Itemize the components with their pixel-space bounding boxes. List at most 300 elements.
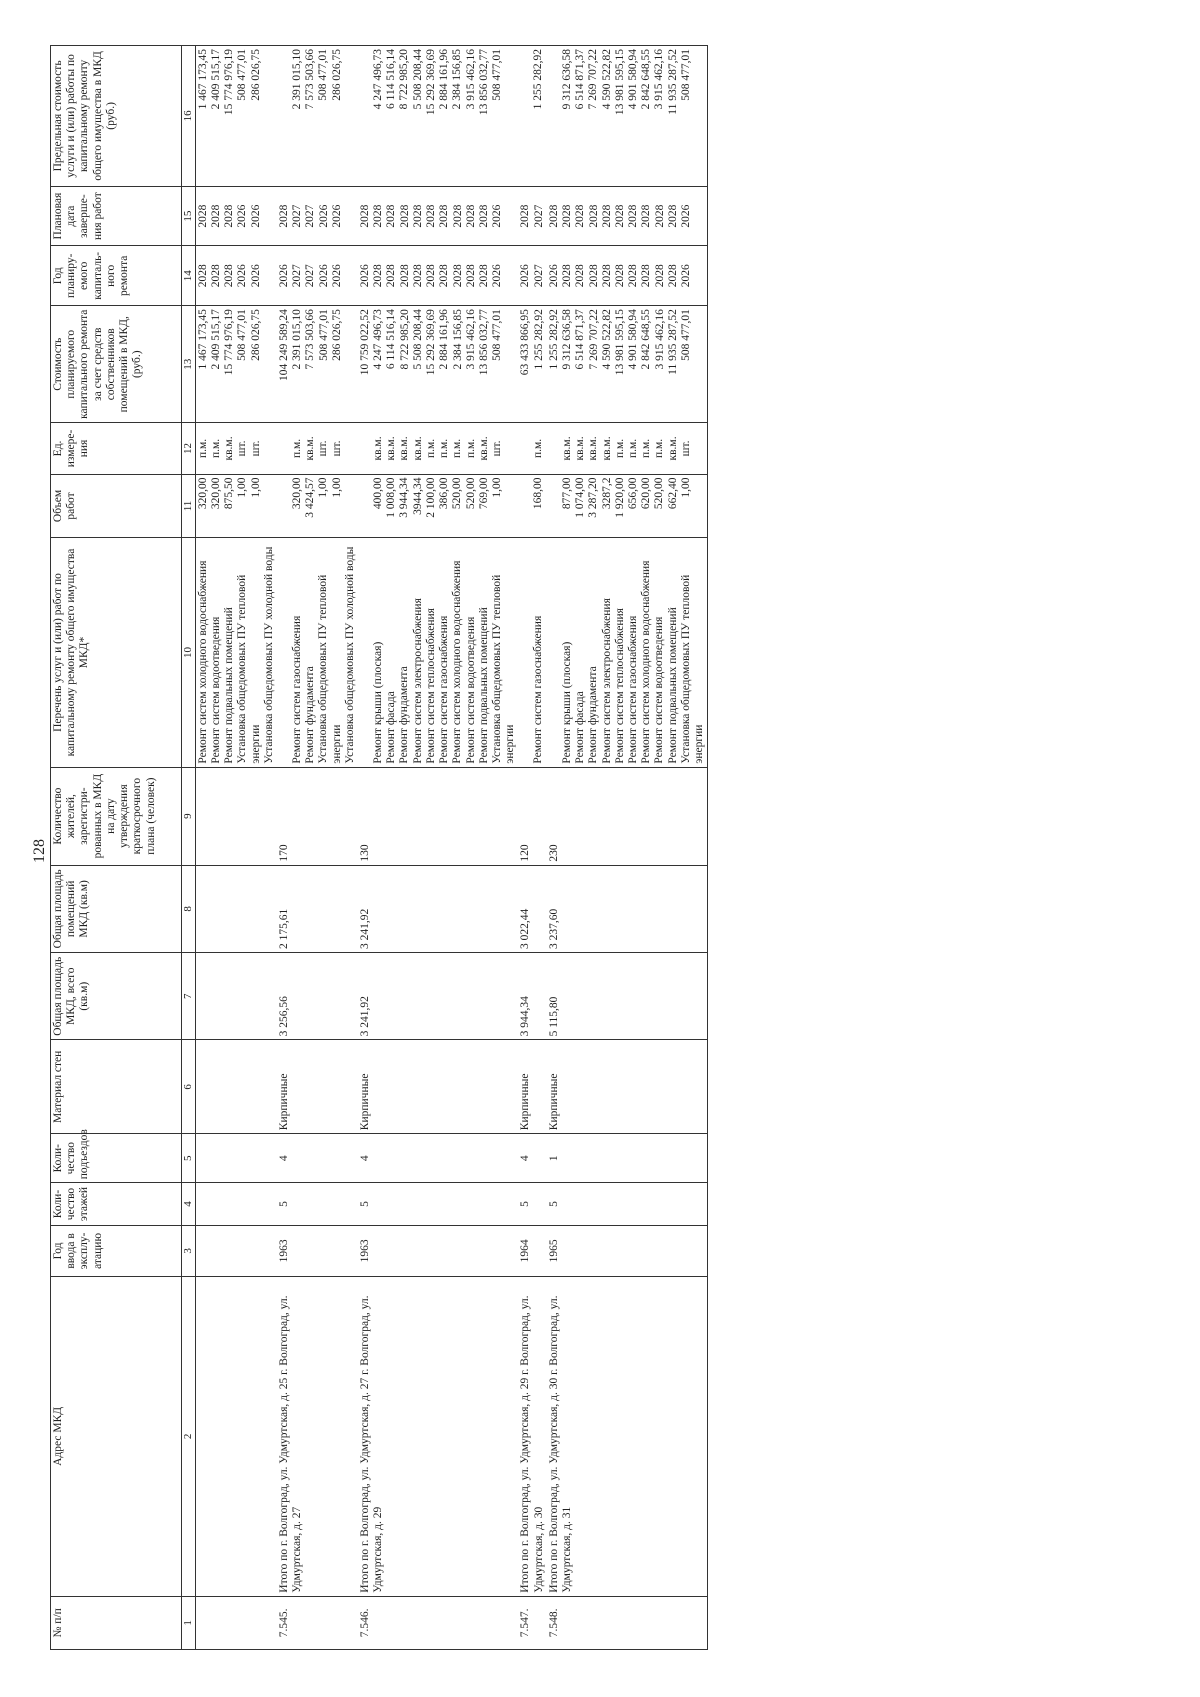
rotated-table-sheet: [50, 45, 1170, 1650]
works-item: Ремонт систем теплоснабжения: [424, 608, 437, 764]
entrances-text: 1: [547, 1155, 560, 1162]
years-item: 2028: [666, 264, 679, 288]
dates-item: 2026: [249, 204, 262, 228]
entrances-text: 4: [519, 1155, 532, 1162]
dates-item: 2028: [587, 204, 600, 228]
cell-no: [547, 1596, 708, 1649]
year-text: 1963: [277, 1239, 290, 1263]
limits-item: 13 981 595,15: [613, 49, 626, 116]
cell-area-rooms: [277, 865, 358, 952]
years-item: 2027: [532, 264, 545, 288]
cell-residents: [547, 767, 708, 865]
cell-limits: [358, 46, 518, 187]
years-item: 2028: [385, 264, 398, 288]
column-number: 14: [182, 246, 196, 306]
cell-year: [195, 1225, 277, 1276]
limits-item: 2 384 156,85: [451, 49, 464, 110]
units-item: п.м.: [424, 438, 437, 459]
volumes-item: 1,00: [330, 477, 343, 498]
cell-area-total: [358, 953, 518, 1040]
limits-item: 3 915 462,16: [653, 49, 666, 110]
material-text: Кирпичные: [519, 1073, 532, 1131]
volumes-item: 3 944,34: [398, 477, 411, 518]
cell-no: [195, 1596, 277, 1649]
volumes-item: 877,00: [560, 477, 573, 510]
dates-item: 2026: [330, 204, 343, 228]
volumes-item: 320,00: [196, 477, 209, 510]
cell-floors: [358, 1183, 518, 1226]
years-item: 2028: [653, 264, 666, 288]
works-item: Ремонт фасада: [385, 691, 398, 764]
costs-item: 13 981 595,15: [613, 309, 626, 376]
costs-item: 5 508 208,44: [411, 309, 424, 370]
cell-years: [358, 246, 518, 306]
area-rooms-text: 3 241,92: [359, 908, 372, 950]
works-item: [548, 541, 561, 763]
units-item: кв.м.: [411, 436, 424, 461]
no-text: 7.545.: [277, 1608, 290, 1638]
works-item: Ремонт систем электроснабжения: [600, 598, 613, 764]
area-total-text: 3 944,34: [519, 996, 532, 1037]
residents-text: 170: [277, 844, 290, 862]
cell-year: [547, 1225, 708, 1276]
cell-years: [518, 246, 546, 306]
units-item: шт.: [330, 440, 343, 457]
units-item: п.м.: [464, 438, 477, 459]
cell-no: [277, 1596, 358, 1649]
column-header: № п/п: [51, 1596, 182, 1649]
units-item: кв.м.: [398, 436, 411, 461]
volumes-item: [519, 478, 532, 535]
column-number: 5: [182, 1134, 196, 1183]
works-item: Ремонт фасада: [574, 691, 587, 764]
limits-item: 5 508 208,44: [411, 49, 424, 110]
years-item: 2028: [196, 264, 209, 288]
area-rooms-text: 3 237,60: [547, 908, 560, 950]
dates-item: 2028: [613, 204, 626, 228]
costs-item: 508 477,01: [317, 309, 330, 361]
volumes-item: 1,00: [679, 477, 692, 498]
costs-item: 104 249 589,24: [277, 309, 290, 381]
column-header: Перечень услуг и (или) работ по капитальному ремонту общего имущества МКД*: [51, 538, 182, 767]
cell-works: [195, 538, 277, 767]
units-item: шт.: [491, 440, 504, 457]
address-text: Итого по г. Волгоград, ул. Удмуртская, д. 27 г. Волгоград, ул. Удмуртская, д. 29: [359, 1295, 385, 1593]
cell-volumes: [195, 474, 277, 538]
column-header: Объем работ: [51, 474, 182, 538]
limits-item: 2 842 648,55: [640, 49, 653, 110]
works-item: Ремонт фундамента: [304, 666, 317, 764]
costs-item: 1 467 173,45: [196, 309, 209, 370]
units-item: п.м.: [290, 438, 303, 459]
cell-volumes: [547, 474, 708, 538]
works-item: Ремонт подвальных помещений: [666, 607, 679, 764]
cell-year: [358, 1225, 518, 1276]
limits-item: 3 915 462,16: [464, 49, 477, 110]
cell-costs: [195, 306, 277, 423]
cell-area-total: [277, 953, 358, 1040]
header-row: [51, 46, 182, 1650]
column-number: 13: [182, 306, 196, 423]
costs-item: 286 026,75: [330, 309, 343, 361]
units-item: п.м.: [626, 438, 639, 459]
cell-no: [358, 1596, 518, 1649]
years-item: 2028: [561, 264, 574, 288]
volumes-item: 1,00: [249, 477, 262, 498]
residents-text: 130: [359, 844, 372, 862]
limits-item: 8 722 985,20: [398, 49, 411, 110]
cell-residents: [518, 767, 546, 865]
units-item: кв.м.: [385, 436, 398, 461]
volumes-item: 3287,2: [600, 477, 613, 510]
table-row: [518, 46, 546, 1650]
units-item: кв.м.: [372, 436, 385, 461]
limits-item: [278, 49, 291, 183]
limits-item: 7 269 707,22: [587, 49, 600, 110]
cell-volumes: [358, 474, 518, 538]
dates-item: 2028: [359, 204, 372, 228]
years-item: 2026: [330, 264, 343, 288]
years-item: 2026: [236, 264, 249, 288]
dates-item: 2028: [372, 204, 385, 228]
dates-item: 2028: [464, 204, 477, 228]
years-item: 2028: [209, 264, 222, 288]
cell-material: [518, 1040, 546, 1134]
years-item: 2028: [640, 264, 653, 288]
cell-address: [518, 1277, 546, 1597]
cell-years: [547, 246, 708, 306]
years-item: 2028: [464, 264, 477, 288]
units-item: п.м.: [451, 438, 464, 459]
dates-item: 2028: [277, 204, 290, 228]
units-item: п.м.: [209, 438, 222, 459]
column-header: Плановая дата заверше-ния работ: [51, 186, 182, 246]
years-item: 2028: [587, 264, 600, 288]
cell-address: [277, 1277, 358, 1597]
costs-item: 2 384 156,85: [451, 309, 464, 370]
column-header: Общая площадь МКД, всего (кв.м): [51, 953, 182, 1040]
cell-units: [277, 423, 358, 474]
cell-limits: [195, 46, 277, 187]
units-item: п.м.: [613, 438, 626, 459]
dates-item: 2028: [666, 204, 679, 228]
cell-limits: [547, 46, 708, 187]
units-item: [359, 426, 372, 470]
works-item: Ремонт крыши (плоская): [372, 641, 385, 764]
address-text: Итого по г. Волгоград, ул. Удмуртская, д. 30 г. Волгоград, ул. Удмуртская, д. 31: [547, 1295, 574, 1593]
entrances-text: 4: [277, 1155, 290, 1162]
limits-item: 9 312 636,58: [560, 49, 573, 110]
limits-item: 4 590 522,82: [600, 49, 613, 110]
dates-item: 2028: [223, 204, 236, 228]
dates-item: 2028: [519, 204, 532, 228]
cell-limits: [518, 46, 546, 187]
dates-item: 2026: [491, 204, 504, 228]
column-header: Год ввода в эксплу-атацию: [51, 1225, 182, 1276]
cell-units: [195, 423, 277, 474]
cell-entrances: [547, 1134, 708, 1183]
units-item: шт.: [317, 440, 330, 457]
volumes-item: 1,00: [491, 477, 504, 498]
units-item: п.м.: [653, 438, 666, 459]
limits-item: 1 255 282,92: [532, 49, 545, 110]
page-number: 128: [31, 839, 48, 863]
column-header: Коли-чество этажей: [51, 1183, 182, 1226]
dates-item: 2028: [196, 204, 209, 228]
volumes-item: 168,00: [532, 477, 545, 510]
floors-text: 5: [277, 1201, 290, 1207]
costs-item: 6 514 871,37: [574, 309, 587, 370]
costs-item: 1 255 282,92: [547, 309, 560, 370]
limits-item: 6 114 516,14: [385, 49, 398, 109]
works-item: Ремонт систем теплоснабжения: [613, 608, 626, 764]
years-item: 2028: [451, 264, 464, 288]
column-number: 4: [182, 1183, 196, 1226]
floors-text: 5: [547, 1201, 560, 1207]
volumes-item: 620,00: [640, 477, 653, 510]
cell-works: [277, 538, 358, 767]
works-item: Установка общедомовых ПУ тепловой энергии: [317, 574, 343, 764]
table-row: [277, 46, 358, 1650]
dates-item: 2028: [451, 204, 464, 228]
volumes-item: 1,00: [236, 477, 249, 498]
cell-address: [195, 1277, 277, 1597]
volumes-item: 656,00: [626, 477, 639, 510]
column-header: Общая площадь помещений МКД (кв.м): [51, 865, 182, 952]
works-item: Установка общедомовых ПУ холодной воды: [262, 546, 275, 764]
units-item: кв.м.: [587, 436, 600, 461]
volumes-item: 3 287,20: [587, 477, 600, 518]
limits-item: [548, 49, 561, 183]
units-item: [519, 426, 532, 470]
cell-works: [518, 538, 546, 767]
cell-units: [518, 423, 546, 474]
works-item: Ремонт фундамента: [398, 666, 411, 764]
works-item: [278, 541, 291, 763]
cell-dates: [277, 186, 358, 246]
dates-item: 2028: [411, 204, 424, 228]
works-item: Установка общедомовых ПУ тепловой энергии: [679, 574, 706, 764]
dates-item: 2028: [478, 204, 491, 228]
limits-item: 4 901 580,94: [626, 49, 639, 110]
dates-item: 2028: [438, 204, 451, 228]
year-text: 1964: [519, 1239, 532, 1263]
cell-dates: [547, 186, 708, 246]
volumes-item: 1 008,00: [385, 477, 398, 518]
cell-address: [547, 1277, 708, 1597]
volumes-item: 1,00: [317, 477, 330, 498]
dates-item: 2028: [398, 204, 411, 228]
limits-item: 6 514 871,37: [574, 49, 587, 110]
volumes-item: [548, 478, 561, 535]
units-item: шт.: [249, 440, 262, 457]
limits-item: 4 247 496,73: [372, 49, 385, 110]
cell-floors: [195, 1183, 277, 1226]
works-item: Ремонт систем холодного водоснабжения: [451, 560, 464, 764]
years-item: 2028: [478, 264, 491, 288]
no-text: 7.547.: [519, 1608, 532, 1638]
limits-item: 1 467 173,45: [196, 49, 209, 110]
costs-item: 508 477,01: [680, 309, 693, 361]
cell-material: [547, 1040, 708, 1134]
column-number: 10: [182, 538, 196, 767]
column-number: 6: [182, 1040, 196, 1134]
volumes-item: 520,00: [451, 477, 464, 510]
works-item: Ремонт систем водоотведения: [653, 616, 666, 764]
costs-item: 2 409 515,17: [209, 309, 222, 370]
costs-item: 63 433 866,95: [519, 309, 532, 376]
volumes-item: [359, 478, 372, 535]
units-item: п.м.: [532, 438, 545, 459]
units-item: шт.: [236, 440, 249, 457]
units-item: кв.м.: [304, 436, 317, 461]
works-item: [519, 541, 532, 763]
no-text: 7.546.: [359, 1608, 372, 1638]
dates-item: 2027: [291, 204, 304, 228]
costs-item: 4 247 496,73: [372, 309, 385, 370]
limits-item: 286 026,75: [249, 49, 262, 101]
cell-dates: [518, 186, 546, 246]
limits-item: 508 477,01: [679, 49, 692, 101]
works-item: [359, 541, 372, 763]
works-item: Ремонт крыши (плоская): [560, 641, 573, 764]
dates-item: 2028: [385, 204, 398, 228]
works-item: Ремонт систем холодного водоснабжения: [640, 560, 653, 764]
cell-residents: [358, 767, 518, 865]
units-item: кв.м.: [600, 436, 613, 461]
units-item: кв.м.: [560, 436, 573, 461]
column-number: 16: [182, 46, 196, 187]
years-item: 2026: [249, 264, 262, 288]
cell-dates: [358, 186, 518, 246]
limits-item: [359, 49, 372, 183]
costs-item: 286 026,75: [249, 309, 262, 361]
column-number: 15: [182, 186, 196, 246]
year-text: 1963: [359, 1239, 372, 1263]
units-item: п.м.: [438, 438, 451, 459]
cell-area-rooms: [518, 865, 546, 952]
cell-costs: [358, 306, 518, 423]
table-row: [547, 46, 708, 1650]
year-text: 1965: [547, 1239, 560, 1263]
column-number: 2: [182, 1277, 196, 1597]
dates-item: 2027: [304, 204, 317, 228]
limits-item: 2 409 515,17: [209, 49, 222, 110]
works-item: Ремонт систем водоотведения: [209, 616, 222, 764]
table-body: [195, 46, 708, 1650]
cell-limits: [277, 46, 358, 187]
cell-floors: [277, 1183, 358, 1226]
table-row: [195, 46, 277, 1650]
works-item: Ремонт систем газоснабжения: [626, 615, 639, 764]
costs-item: 13 856 032,77: [478, 309, 491, 376]
years-item: 2028: [223, 264, 236, 288]
dates-item: 2028: [425, 204, 438, 228]
address-text: Итого по г. Волгоград, ул. Удмуртская, д. 29 г. Волгоград, ул. Удмуртская, д. 30: [519, 1295, 545, 1593]
cell-floors: [547, 1183, 708, 1226]
cell-entrances: [518, 1134, 546, 1183]
works-item: Ремонт подвальных помещений: [477, 607, 490, 764]
units-item: кв.м.: [574, 436, 587, 461]
cell-costs: [277, 306, 358, 423]
years-item: 2026: [359, 264, 372, 288]
years-item: 2028: [627, 264, 640, 288]
residents-text: 230: [547, 844, 560, 862]
volumes-item: 2 100,00: [424, 477, 437, 518]
works-item: Ремонт систем газоснабжения: [438, 615, 451, 764]
limits-item: 13 856 032,77: [477, 49, 490, 116]
cell-volumes: [518, 474, 546, 538]
volumes-item: 662,40: [666, 477, 679, 510]
column-number: 7: [182, 953, 196, 1040]
dates-item: 2028: [653, 204, 666, 228]
years-item: 2028: [398, 264, 411, 288]
area-rooms-text: 2 175,61: [277, 908, 290, 950]
dates-item: 2026: [236, 204, 249, 228]
works-item: Ремонт систем водоотведения: [464, 616, 477, 764]
works-item: Установка общедомовых ПУ тепловой энергии: [236, 574, 262, 764]
dates-item: 2028: [547, 204, 560, 228]
cell-area-total: [195, 953, 277, 1040]
volumes-item: 520,00: [653, 477, 666, 510]
cell-costs: [547, 306, 708, 423]
cell-dates: [195, 186, 277, 246]
units-item: кв.м.: [477, 436, 490, 461]
limits-item: 7 573 503,66: [304, 49, 317, 110]
units-item: п.м.: [640, 438, 653, 459]
costs-item: 1 255 282,92: [532, 309, 545, 370]
volumes-item: 520,00: [464, 477, 477, 510]
cell-area-rooms: [358, 865, 518, 952]
costs-item: 2 884 161,96: [438, 309, 451, 370]
column-number-row: [182, 46, 196, 1650]
costs-item: 4 590 522,82: [600, 309, 613, 370]
works-item: Ремонт систем холодного водоснабжения: [196, 560, 209, 764]
floors-text: 5: [359, 1201, 372, 1207]
units-item: кв.м.: [666, 436, 679, 461]
years-item: 2026: [317, 264, 330, 288]
dates-item: 2028: [574, 204, 587, 228]
volumes-item: 1 920,00: [613, 477, 626, 518]
area-total-text: 5 115,80: [547, 996, 560, 1037]
column-header: Предельная стоимость услуги и (или) работы по капитальному ремонту общего имущества в МКД (руб.): [51, 46, 182, 187]
dates-item: 2028: [600, 204, 613, 228]
units-item: шт.: [679, 440, 692, 457]
works-item: Ремонт подвальных помещений: [223, 607, 236, 764]
costs-item: 8 722 985,20: [398, 309, 411, 370]
years-item: 2028: [600, 264, 613, 288]
works-item: Ремонт систем газоснабжения: [290, 615, 303, 764]
cell-costs: [518, 306, 546, 423]
volumes-item: 1 074,00: [574, 477, 587, 518]
years-item: 2026: [680, 264, 693, 288]
cell-area-rooms: [195, 865, 277, 952]
cell-residents: [195, 767, 277, 865]
column-header: Материал стен: [51, 1040, 182, 1134]
cell-no: [518, 1596, 546, 1649]
dates-item: 2027: [532, 204, 545, 228]
area-total-text: 3 241,92: [359, 996, 372, 1037]
volumes-item: 400,00: [372, 477, 385, 510]
limits-item: 508 477,01: [236, 49, 249, 101]
cell-volumes: [277, 474, 358, 538]
years-item: 2027: [304, 264, 317, 288]
units-item: п.м.: [196, 438, 209, 459]
cell-residents: [277, 767, 358, 865]
cell-area-total: [547, 953, 708, 1040]
years-item: 2026: [277, 264, 290, 288]
dates-item: 2026: [680, 204, 693, 228]
